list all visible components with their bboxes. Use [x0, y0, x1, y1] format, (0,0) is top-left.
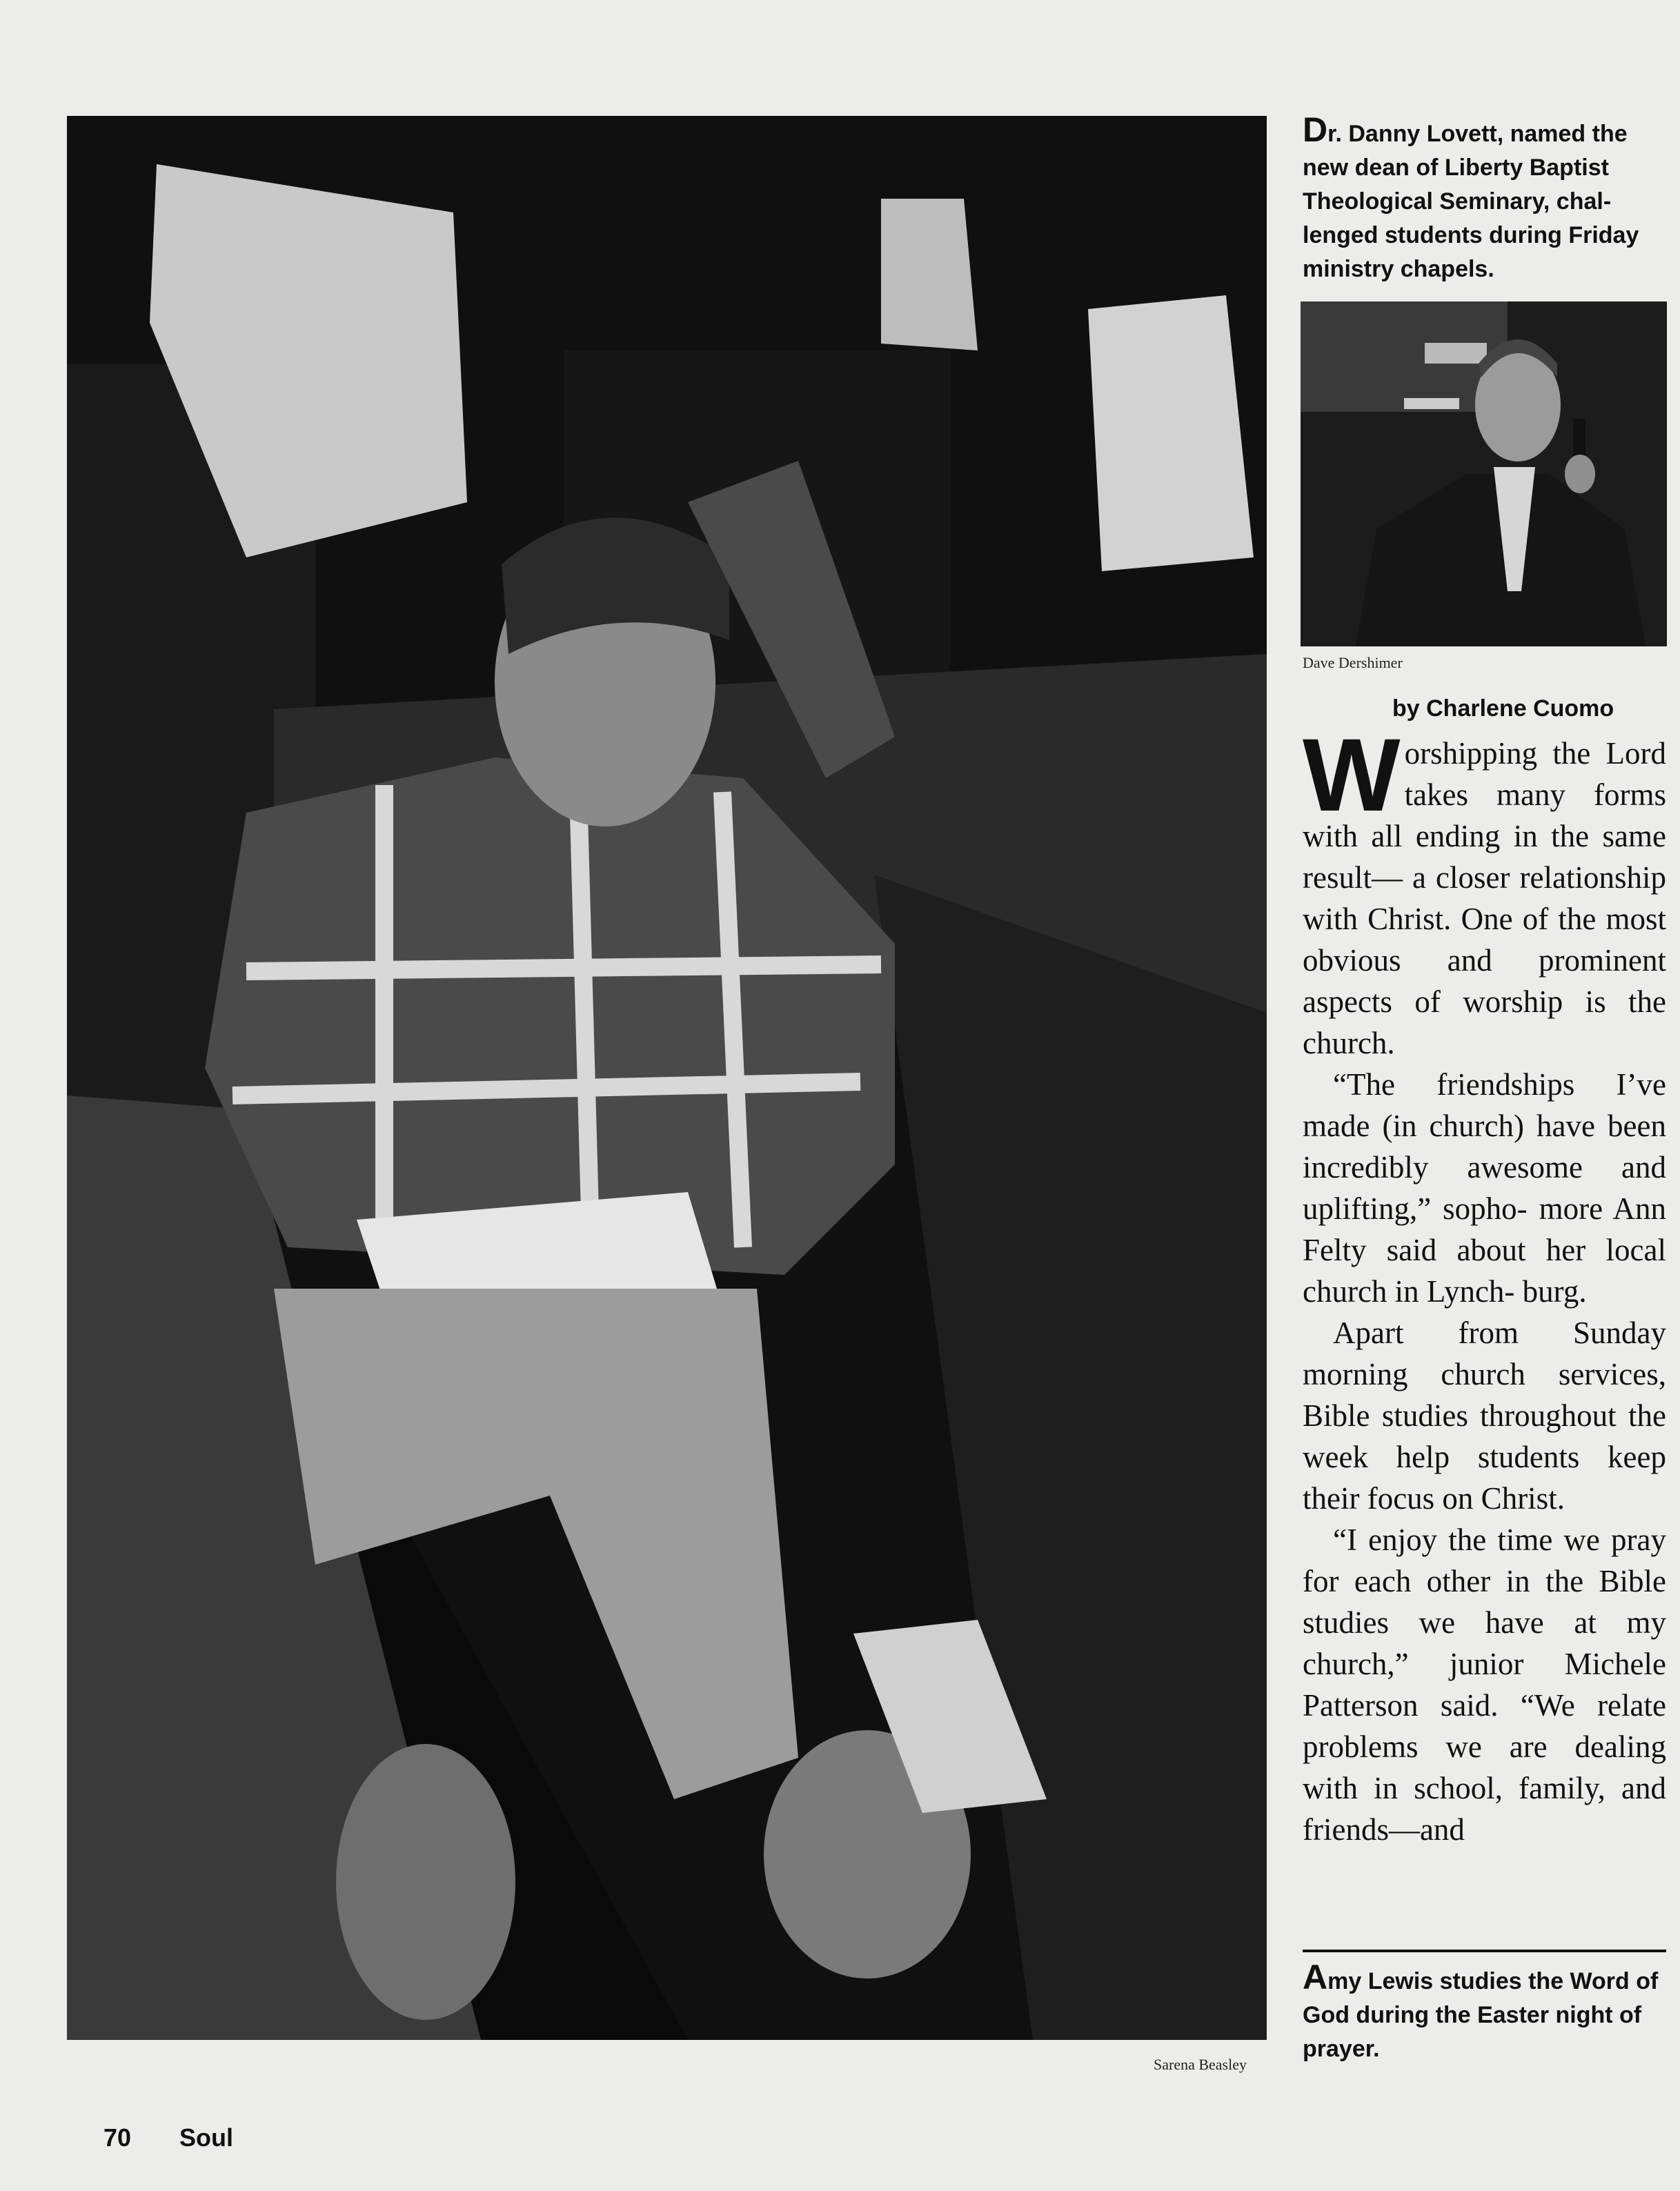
drop-cap: W [1303, 717, 1396, 833]
caption-text: r. Danny Lovett, named the new dean of Liberty Baptist Theological Seminary, chal- lenged students during Friday ministry chapels. [1303, 121, 1639, 282]
paragraph-text: orshipping the Lord takes many forms with all ending in the same result— a closer relationship with Christ. One of the most obvious and prominent aspects of worship is the church. [1303, 736, 1666, 1060]
article-paragraph [1303, 717, 1666, 1064]
caption-initial: A [1303, 1958, 1328, 1996]
main-photo [67, 116, 1267, 2040]
inset-photo-credit: Dave Dershimer [1303, 654, 1403, 671]
byline: by Charlene Cuomo [1392, 695, 1614, 722]
section-name: Soul [179, 2123, 234, 2152]
caption-divider [1303, 1950, 1666, 1952]
main-photo-credit: Sarena Beasley [1154, 2056, 1247, 2073]
caption-text: my Lewis studies the Word of God during the Easter night of prayer. [1303, 1968, 1659, 2062]
folio [103, 2123, 233, 2152]
inset-photo-caption [1303, 110, 1668, 286]
article-paragraph: “I enjoy the time we pray for each other in the Bible studies we have at my church,” junior Michele Patterson said. “We relate problems we are dealing with in school, family, and friends—and [1303, 1523, 1666, 1847]
article-paragraph: Apart from Sunday morning church services, Bible studies throughout the week help students keep their focus on Christ. [1303, 1316, 1666, 1516]
article-body [1303, 717, 1666, 1850]
main-photo-image [67, 116, 1267, 2040]
caption-initial: D [1303, 110, 1328, 149]
inset-photo [1301, 301, 1667, 646]
page-number: 70 [103, 2123, 132, 2152]
inset-photo-image [1301, 301, 1667, 646]
main-photo-caption [1303, 1958, 1661, 2066]
article-paragraph: “The friendships I’ve made (in church) have been incredibly awesome and uplifting,” sopho- more Ann Felty said about her local church in Lynch- burg. [1303, 1067, 1666, 1309]
